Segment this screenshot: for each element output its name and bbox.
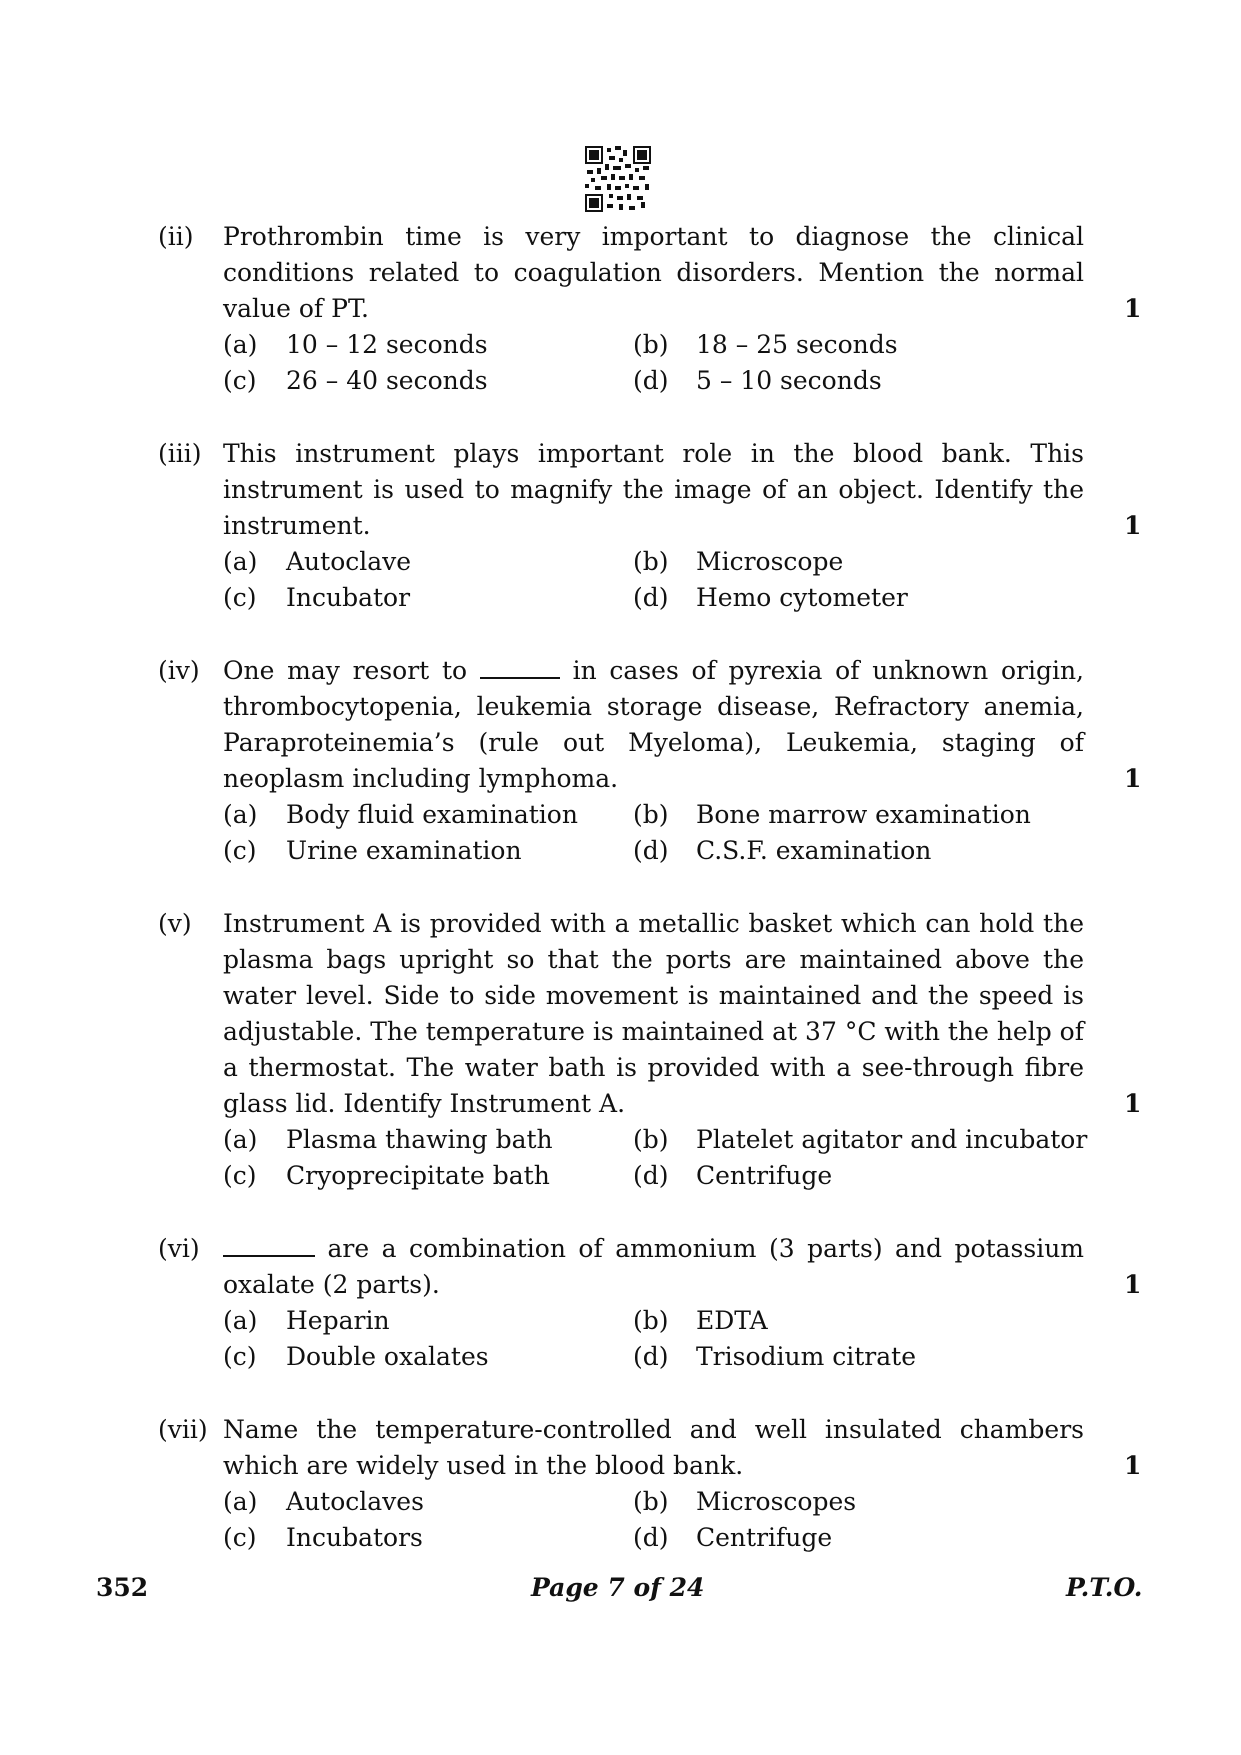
option-text: Heparin — [286, 1306, 390, 1335]
option-label: (c) — [223, 583, 257, 612]
question-line: glass lid. Identify Instrument A. — [223, 1089, 626, 1118]
question-text — [223, 219, 1084, 327]
question-line: Prothrombin time is very important to diagnose the clinical — [223, 222, 1084, 251]
marks: 1 — [1124, 1451, 1142, 1480]
question-line — [223, 653, 1084, 689]
question-text — [223, 1412, 1084, 1484]
marks: 1 — [1124, 764, 1142, 793]
question-number: (vi) — [158, 1234, 200, 1263]
question-number: (vii) — [158, 1415, 208, 1444]
option-d — [633, 833, 931, 869]
option-text: Plasma thawing bath — [286, 1125, 553, 1154]
option-text: C.S.F. examination — [696, 836, 932, 865]
option-text: Cryoprecipitate bath — [286, 1161, 550, 1190]
option-label: (a) — [223, 1306, 258, 1335]
option-c — [223, 1158, 550, 1194]
option-c — [223, 580, 410, 616]
option-b — [633, 544, 843, 580]
option-c — [223, 833, 522, 869]
marks: 1 — [1124, 294, 1142, 323]
text-before-blank: One may resort to — [223, 656, 468, 685]
option-label: (d) — [633, 583, 669, 612]
option-label: (b) — [633, 1125, 669, 1154]
option-text: Centrifuge — [696, 1523, 833, 1552]
option-b — [633, 1484, 856, 1520]
option-text: EDTA — [696, 1306, 768, 1335]
option-text: Platelet agitator and incubator — [696, 1125, 1088, 1154]
option-label: (c) — [223, 366, 257, 395]
option-a — [223, 1122, 553, 1158]
option-label: (d) — [633, 366, 669, 395]
question-number: (v) — [158, 909, 192, 938]
marks: 1 — [1124, 1270, 1142, 1299]
question-line: conditions related to coagulation disorders. Mention the normal — [223, 258, 1084, 287]
option-label: (d) — [633, 1523, 669, 1552]
option-b — [633, 1122, 1087, 1158]
text-after-blank: are a combination of ammonium (3 parts) and potassium — [327, 1234, 1084, 1263]
option-a — [223, 1484, 424, 1520]
option-text: Hemo cytometer — [696, 583, 908, 612]
question-text — [223, 653, 1084, 797]
option-label: (b) — [633, 330, 669, 359]
option-b — [633, 797, 1031, 833]
option-label: (a) — [223, 1125, 258, 1154]
pto-label: P.T.O. — [1066, 1573, 1143, 1602]
marks: 1 — [1124, 1089, 1142, 1118]
option-label: (d) — [633, 1161, 669, 1190]
question-line: instrument. — [223, 511, 371, 540]
answer-blank — [480, 653, 560, 679]
option-c — [223, 363, 488, 399]
option-text: Centrifuge — [696, 1161, 833, 1190]
option-label: (b) — [633, 547, 669, 576]
option-label: (c) — [223, 1342, 257, 1371]
option-label: (a) — [223, 330, 258, 359]
option-text: Trisodium citrate — [696, 1342, 916, 1371]
question-number: (iii) — [158, 439, 202, 468]
option-d — [633, 580, 908, 616]
option-label: (c) — [223, 836, 257, 865]
question-line: water level. Side to side movement is maintained and the speed is — [223, 981, 1084, 1010]
option-d — [633, 1520, 832, 1556]
question-line: oxalate (2 parts). — [223, 1270, 440, 1299]
option-text: Autoclave — [286, 547, 412, 576]
question-line: Paraproteinemia’s (rule out Myeloma), Leukemia, staging of — [223, 728, 1084, 757]
option-text: 5 – 10 seconds — [696, 366, 882, 395]
paper-code: 352 — [96, 1573, 149, 1602]
option-a — [223, 327, 488, 363]
page-number: Page 7 of 24 — [531, 1573, 705, 1602]
option-c — [223, 1339, 489, 1375]
option-label: (c) — [223, 1523, 257, 1552]
option-d — [633, 363, 882, 399]
qr-code — [585, 146, 651, 212]
question-text — [223, 1231, 1084, 1303]
question-line: a thermostat. The water bath is provided with a see-through fibre — [223, 1053, 1084, 1082]
text-after-blank: in cases of pyrexia of unknown origin, — [572, 656, 1085, 685]
question-line: value of PT. — [223, 294, 369, 323]
option-a — [223, 544, 411, 580]
option-text: Microscopes — [696, 1487, 857, 1516]
question-line: instrument is used to magnify the image of an object. Identify the — [223, 475, 1084, 504]
question-line: adjustable. The temperature is maintained at 37 °C with the help of — [223, 1017, 1084, 1046]
question-line: plasma bags upright so that the ports are maintained above the — [223, 945, 1084, 974]
option-label: (d) — [633, 836, 669, 865]
marks: 1 — [1124, 511, 1142, 540]
question-line: This instrument plays important role in the blood bank. This — [223, 439, 1084, 468]
option-text: 18 – 25 seconds — [696, 330, 898, 359]
option-label: (a) — [223, 547, 258, 576]
answer-blank — [223, 1231, 315, 1257]
option-label: (c) — [223, 1161, 257, 1190]
question-line — [223, 1231, 1084, 1267]
option-text: 10 – 12 seconds — [286, 330, 488, 359]
option-text: Body fluid examination — [286, 800, 578, 829]
question-number: (iv) — [158, 656, 200, 685]
option-a — [223, 797, 578, 833]
option-d — [633, 1158, 832, 1194]
question-text — [223, 906, 1084, 1122]
question-line: Name the temperature-controlled and well insulated chambers — [223, 1415, 1084, 1444]
option-label: (b) — [633, 800, 669, 829]
option-text: 26 – 40 seconds — [286, 366, 488, 395]
option-b — [633, 327, 898, 363]
question-number: (ii) — [158, 222, 194, 251]
option-label: (a) — [223, 1487, 258, 1516]
option-text: Double oxalates — [286, 1342, 489, 1371]
option-label: (b) — [633, 1306, 669, 1335]
option-c — [223, 1520, 423, 1556]
option-a — [223, 1303, 390, 1339]
option-d — [633, 1339, 916, 1375]
option-label: (d) — [633, 1342, 669, 1371]
option-label: (b) — [633, 1487, 669, 1516]
question-text — [223, 436, 1084, 544]
option-text: Incubators — [286, 1523, 423, 1552]
question-line: thrombocytopenia, leukemia storage disease, Refractory anemia, — [223, 692, 1084, 721]
option-text: Autoclaves — [286, 1487, 424, 1516]
question-line: which are widely used in the blood bank. — [223, 1451, 744, 1480]
option-label: (a) — [223, 800, 258, 829]
question-line: Instrument A is provided with a metallic basket which can hold the — [223, 909, 1084, 938]
question-line: neoplasm including lymphoma. — [223, 764, 619, 793]
option-text: Urine examination — [286, 836, 522, 865]
option-text: Incubator — [286, 583, 411, 612]
option-text: Bone marrow examination — [696, 800, 1031, 829]
option-b — [633, 1303, 768, 1339]
option-text: Microscope — [696, 547, 844, 576]
